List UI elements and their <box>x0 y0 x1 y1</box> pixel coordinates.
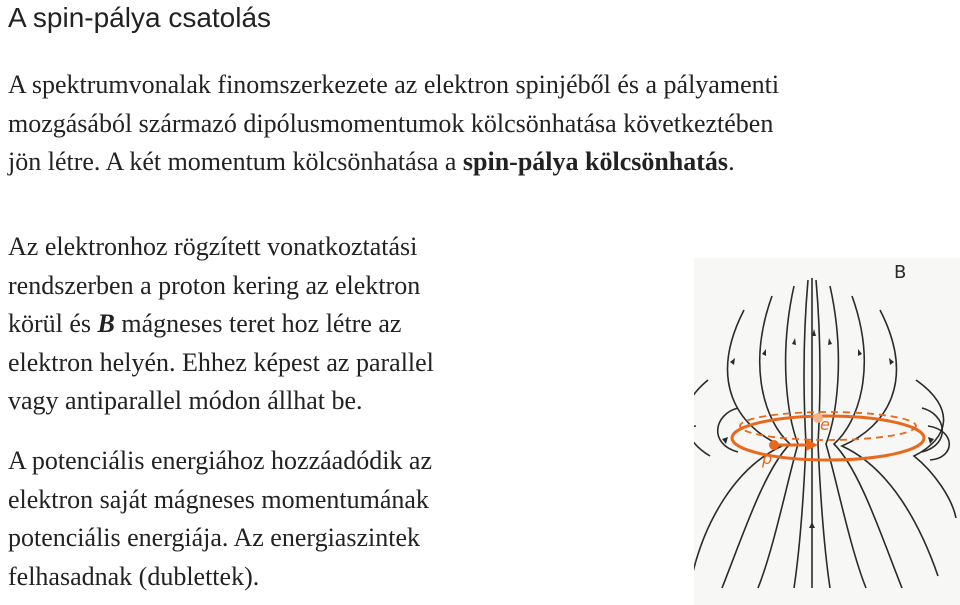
frame-line-4: elektron helyén. Ehhez képest az parallel <box>8 347 434 377</box>
intro-line-1: A spektrumvonalak finomszerkezete az elektron spinjéből és a pályamenti <box>8 70 780 99</box>
frame-line-3-text: körül és <box>8 309 98 338</box>
intro-line-3-end: . <box>728 147 735 176</box>
energy-paragraph <box>8 442 568 596</box>
frame-line-1: Az elektronhoz rögzített vonatkoztatási <box>8 232 418 261</box>
frame-line-2: rendszerben a proton kering az elektron <box>8 270 421 300</box>
electron-charge-label: − <box>832 410 842 423</box>
energy-line-1: A potenciális energiához hozzáadódik az <box>8 446 433 475</box>
magnetic-field-figure <box>694 258 960 605</box>
electron-label: e <box>820 415 830 434</box>
field-label: B <box>894 262 907 283</box>
frame-paragraph <box>8 228 568 421</box>
spin-orbit-term: spin-pálya kölcsönhatás <box>462 147 729 176</box>
page-title: A spin-pálya csatolás <box>8 2 272 33</box>
energy-line-4: felhasadnak (dublettek). <box>8 561 260 591</box>
intro-line-2: mozgásából származó dipólusmomentumok kölcsönhatása következtében <box>8 108 774 138</box>
field-symbol: B <box>97 309 115 338</box>
frame-line-3-end: mágneses teret hoz létre az <box>114 309 402 338</box>
intro-line-3-text: jön létre. A két momentum kölcsönhatása a <box>8 147 463 176</box>
intro-line-3 <box>8 143 958 182</box>
frame-line-5: vagy antiparallel módon állhat be. <box>8 386 363 415</box>
energy-line-2: elektron saját mágneses momentumának <box>8 484 429 514</box>
proton-label: p <box>762 449 773 468</box>
intro-paragraph <box>8 66 958 182</box>
frame-line-3 <box>8 305 568 344</box>
energy-line-3: potenciális energiája. Az energiaszintek <box>8 523 420 552</box>
